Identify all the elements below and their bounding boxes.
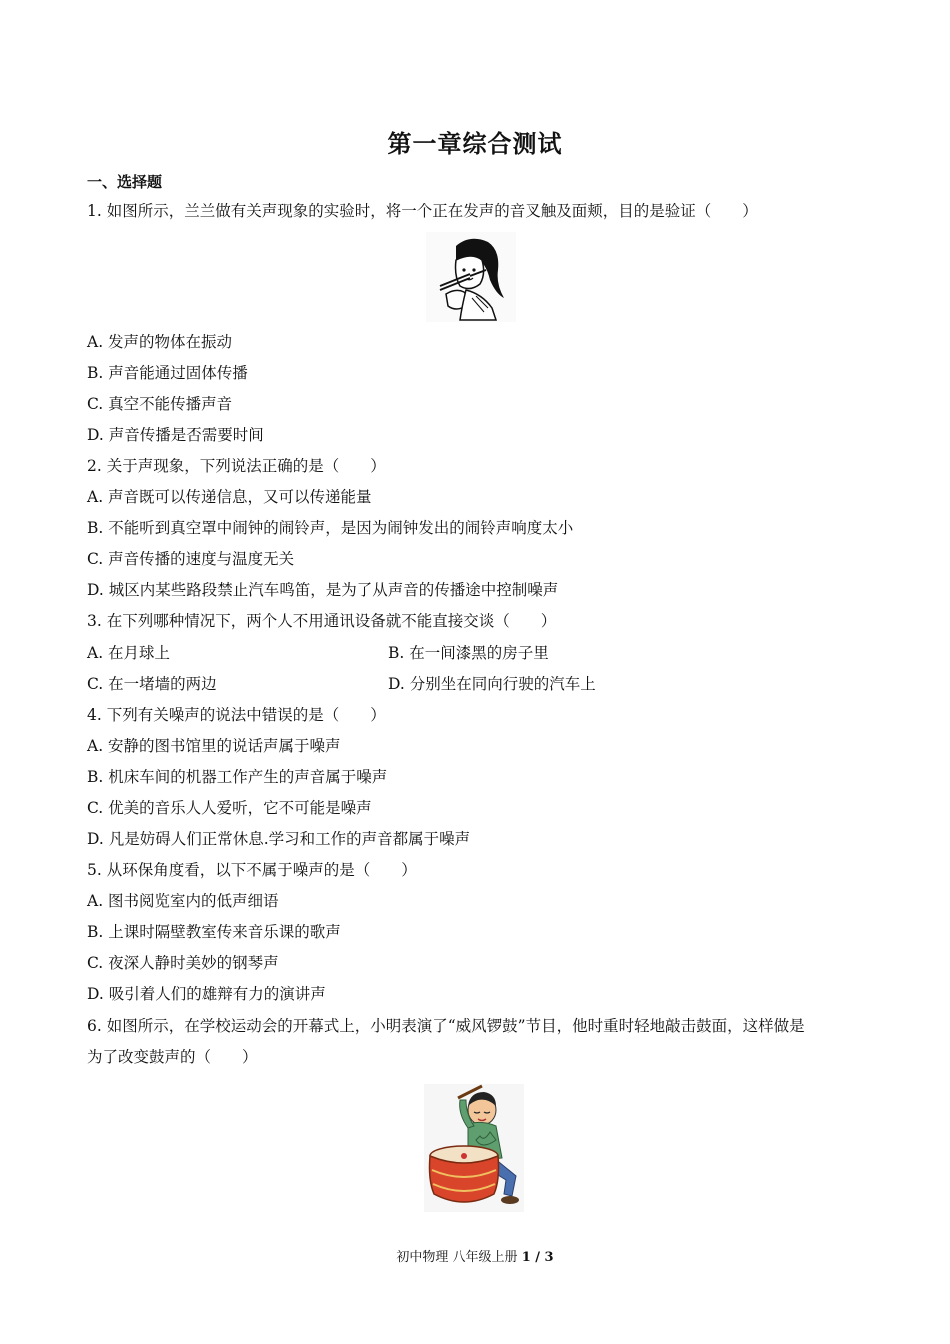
question-2-option-d: D. 城区内某些路段禁止汽车鸣笛，是为了从声音的传播途中控制噪声 <box>87 581 559 599</box>
question-4-option-b: B. 机床车间的机器工作产生的声音属于噪声 <box>87 768 388 786</box>
question-3-option-a: A. 在月球上 <box>87 644 171 662</box>
question-5-option-a: A. 图书阅览室内的低声细语 <box>87 892 279 910</box>
question-3-stem: 3. 在下列哪种情况下，两个人不用通讯设备就不能直接交谈（ ） <box>87 612 557 630</box>
question-5-stem: 5. 从环保角度看，以下不属于噪声的是（ ） <box>87 861 417 879</box>
question-5-option-c: C. 夜深人静时美妙的钢琴声 <box>87 954 279 972</box>
footer-text: 初中物理 八年级上册 <box>396 1250 522 1265</box>
question-1-option-d: D. 声音传播是否需要时间 <box>87 426 264 444</box>
girl-tuning-fork-figure <box>426 232 516 322</box>
question-1-option-b: B. 声音能通过固体传播 <box>87 364 248 382</box>
question-6-stem-line-2: 为了改变鼓声的（ ） <box>87 1048 258 1066</box>
question-4-option-d: D. 凡是妨碍人们正常休息.学习和工作的声音都属于噪声 <box>87 830 471 848</box>
question-1-stem: 1. 如图所示，兰兰做有关声现象的实验时，将一个正在发声的音叉触及面颊，目的是验证（ ） <box>87 202 758 220</box>
question-2-option-c: C. 声音传播的速度与温度无关 <box>87 550 295 568</box>
page-number: 1 / 3 <box>521 1250 554 1265</box>
question-4-option-a: A. 安静的图书馆里的说话声属于噪声 <box>87 737 341 755</box>
page-title: 第一章综合测试 <box>387 130 563 158</box>
section-heading: 一、选择题 <box>87 173 163 191</box>
question-6-stem-line-1: 6. 如图所示，在学校运动会的开幕式上，小明表演了“威风锣鼓”节目，他时重时轻地敲击鼓面，这样做是 <box>87 1017 805 1035</box>
question-2-option-a: A. 声音既可以传递信息，又可以传递能量 <box>87 488 372 506</box>
drum-body <box>430 1156 499 1202</box>
boy-drum-figure <box>424 1084 524 1212</box>
question-3-option-b: B. 在一间漆黑的房子里 <box>388 644 549 662</box>
question-5-option-b: B. 上课时隔壁教室传来音乐课的歌声 <box>87 923 341 941</box>
question-2-stem: 2. 关于声现象，下列说法正确的是（ ） <box>87 457 386 475</box>
question-3-option-c: C. 在一堵墙的两边 <box>87 675 217 693</box>
question-1-option-c: C. 真空不能传播声音 <box>87 395 233 413</box>
question-4-option-c: C. 优美的音乐人人爱听，它不可能是噪声 <box>87 799 372 817</box>
question-1-option-a: A. 发声的物体在振动 <box>87 333 233 351</box>
question-3-option-d: D. 分别坐在同向行驶的汽车上 <box>388 675 596 693</box>
page-footer <box>0 1246 950 1265</box>
question-5-option-d: D. 吸引着人们的雄辩有力的演讲声 <box>87 985 326 1003</box>
question-4-stem: 4. 下列有关噪声的说法中错误的是（ ） <box>87 706 386 724</box>
question-2-option-b: B. 不能听到真空罩中闹钟的闹铃声，是因为闹钟发出的闹铃声响度太小 <box>87 519 574 537</box>
